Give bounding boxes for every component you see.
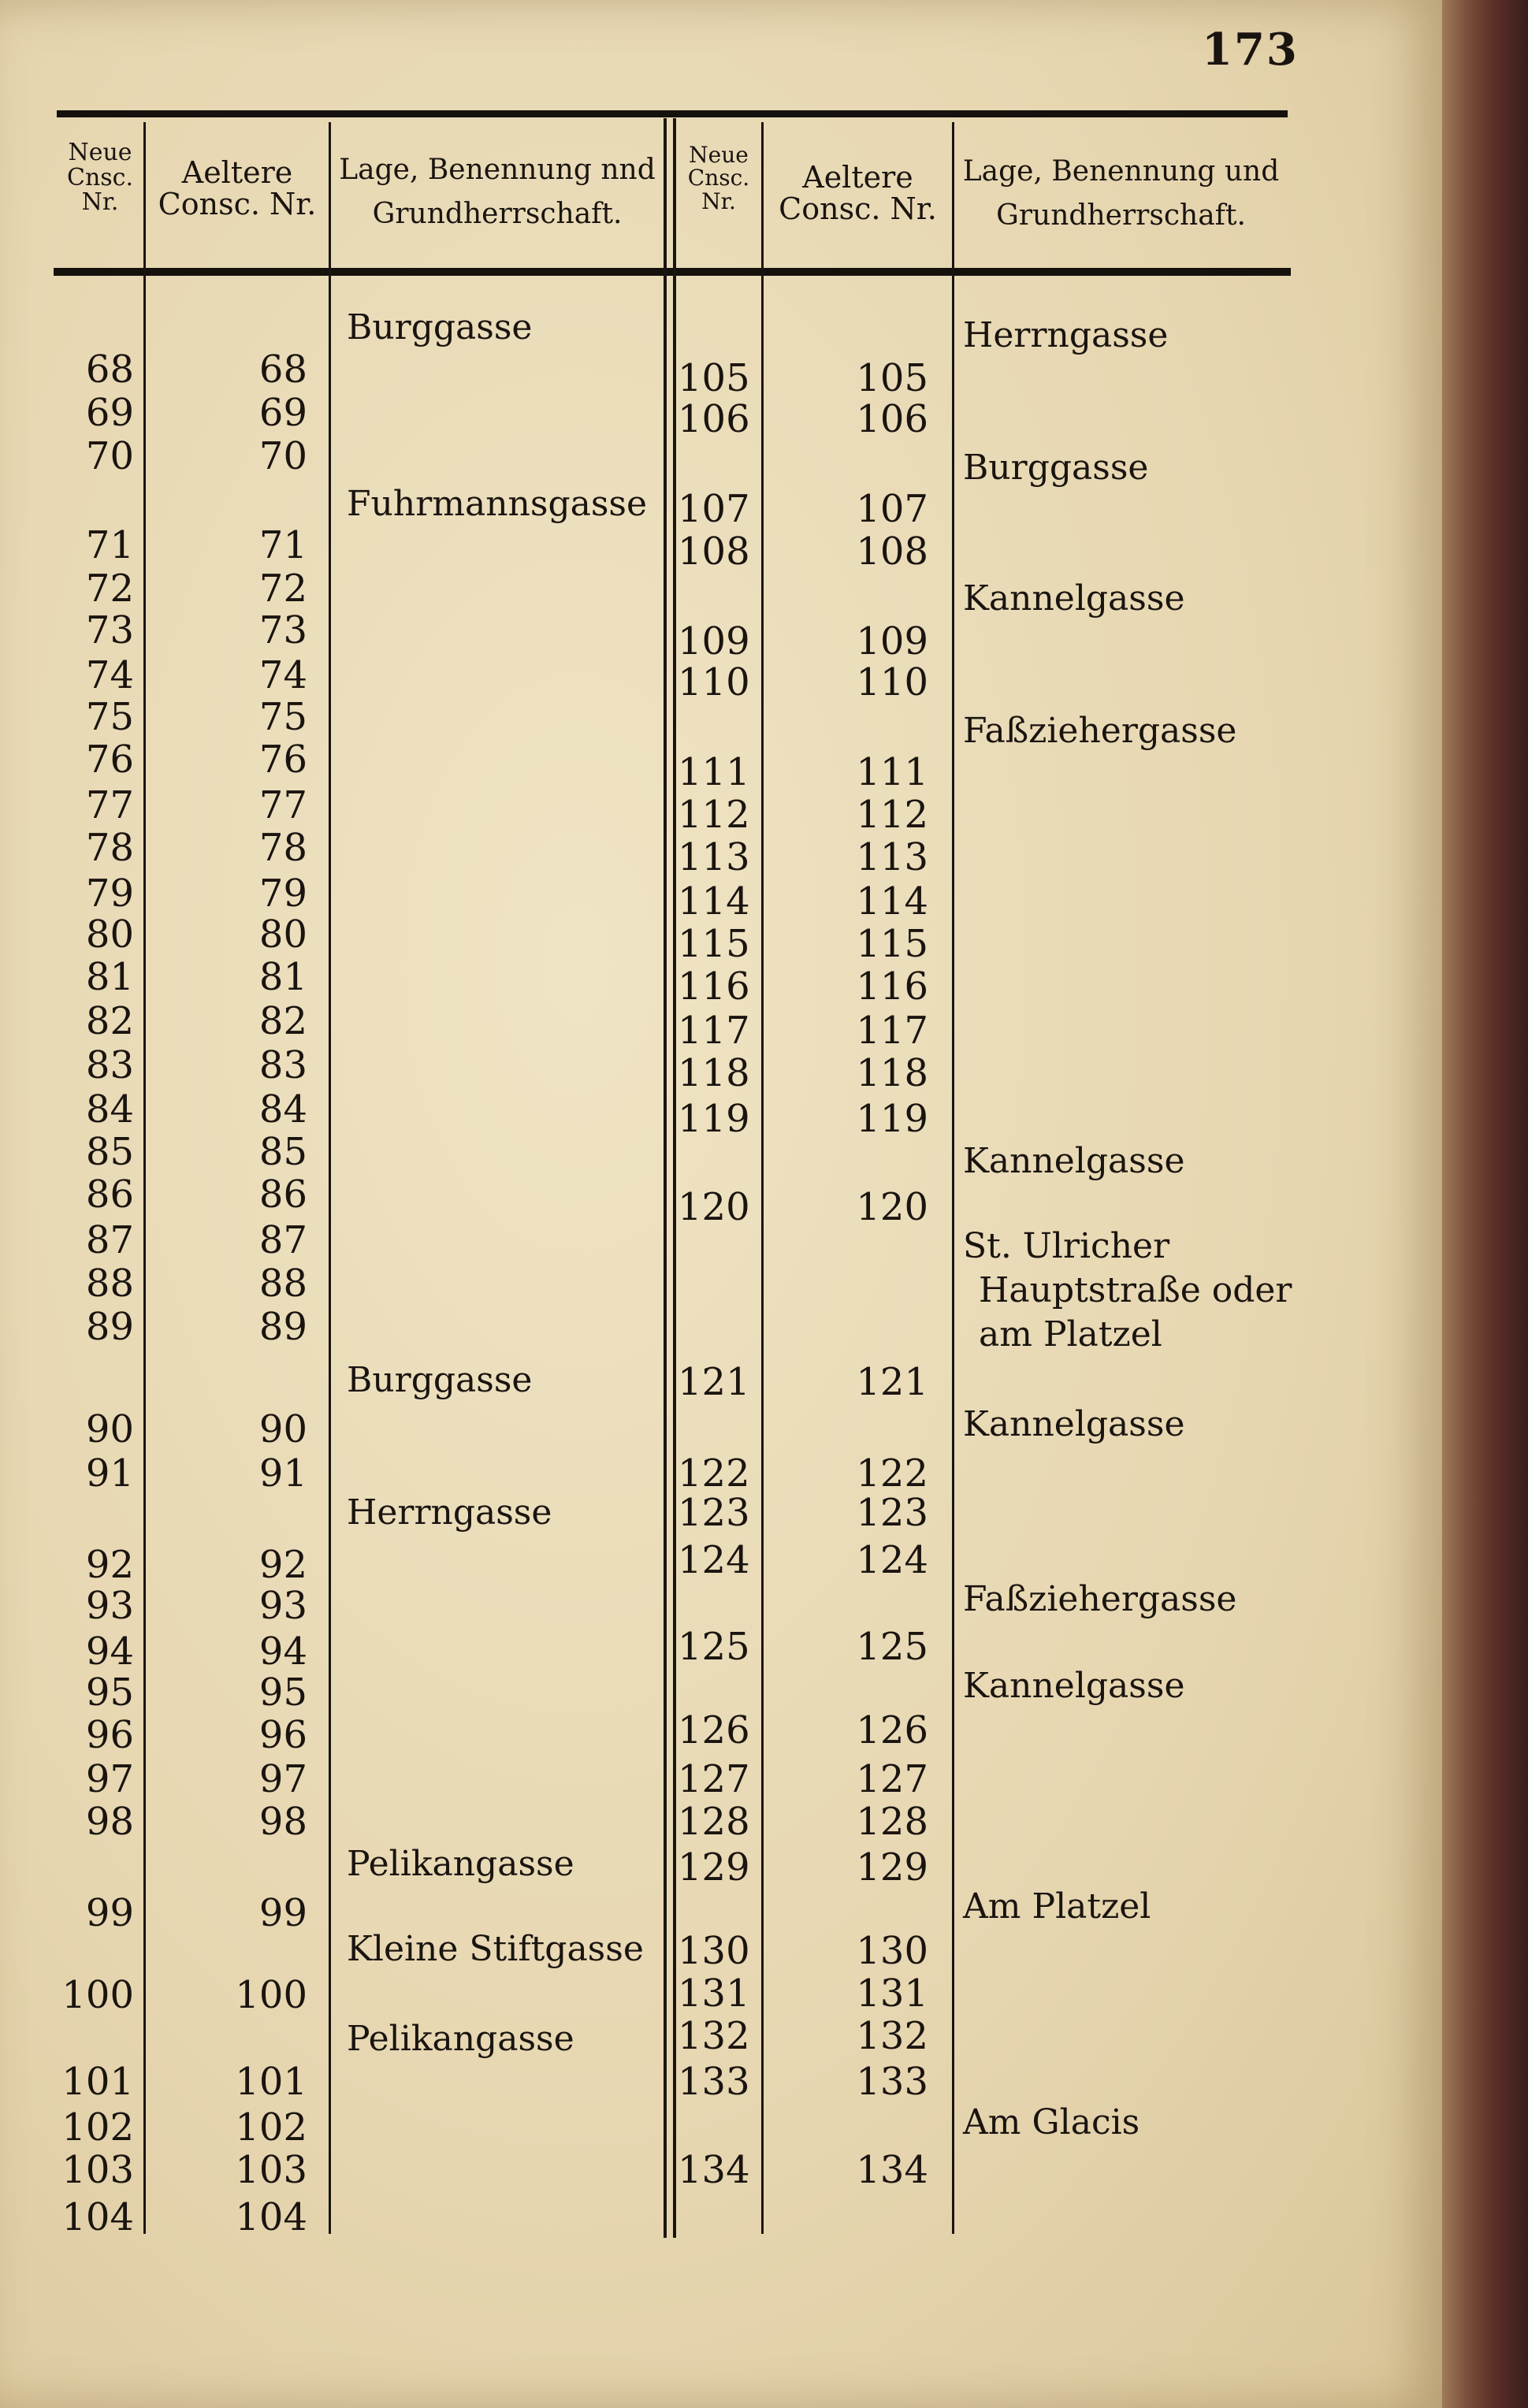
right-street-name: am Platzel (979, 1314, 1162, 1354)
right-aeltere-nr: 109 (856, 619, 928, 663)
header-line: Aeltere (802, 160, 913, 195)
left-street-name: Herrngasse (347, 1492, 552, 1533)
right-neue-nr: 128 (678, 1800, 750, 1844)
right-street-name: Burggasse (963, 448, 1149, 488)
left-aeltere-nr: 85 (258, 1130, 307, 1174)
left-neue-nr: 76 (85, 738, 134, 782)
left-aeltere-nr: 70 (258, 434, 307, 478)
right-aeltere-nr: 127 (856, 1757, 928, 1801)
left-aeltere-nr: 77 (258, 783, 307, 827)
left-aeltere-nr: 102 (235, 2105, 307, 2150)
left-neue-nr: 85 (85, 1130, 134, 1174)
left-aeltere-nr: 80 (258, 912, 307, 957)
left-neue-nr: 72 (85, 567, 134, 611)
left-neue-nr: 86 (85, 1172, 134, 1217)
left-neue-nr: 89 (85, 1305, 134, 1349)
col-divider (952, 122, 954, 2234)
left-neue-nr: 103 (61, 2148, 134, 2192)
header-lage-right (954, 150, 1288, 238)
right-aeltere-nr: 132 (856, 2014, 928, 2058)
right-aeltere-nr: 128 (856, 1800, 928, 1844)
left-aeltere-nr: 103 (235, 2148, 307, 2192)
left-street-name: Burggasse (347, 1360, 533, 1400)
left-neue-nr: 95 (85, 1670, 134, 1715)
center-divider-1 (664, 118, 667, 2238)
right-aeltere-nr: 116 (856, 964, 928, 1009)
left-aeltere-nr: 88 (258, 1262, 307, 1306)
left-aeltere-nr: 94 (258, 1629, 307, 1674)
left-neue-nr: 78 (85, 826, 134, 870)
left-street-name: Pelikangasse (347, 1844, 574, 1884)
left-aeltere-nr: 82 (258, 999, 307, 1043)
right-aeltere-nr: 131 (856, 1971, 928, 2016)
center-divider-2 (673, 118, 676, 2238)
left-aeltere-nr: 100 (235, 1973, 307, 2017)
left-aeltere-nr: 69 (258, 391, 307, 435)
right-neue-nr: 120 (678, 1185, 750, 1229)
right-aeltere-nr: 129 (856, 1845, 928, 1890)
header-rule (54, 268, 1291, 276)
left-neue-nr: 91 (85, 1451, 134, 1496)
header-line: Neue (689, 142, 749, 168)
left-aeltere-nr: 87 (258, 1218, 307, 1262)
right-aeltere-nr: 117 (856, 1009, 928, 1053)
left-neue-nr: 88 (85, 1262, 134, 1306)
right-neue-nr: 126 (678, 1708, 750, 1752)
right-neue-nr: 129 (678, 1845, 750, 1890)
right-aeltere-nr: 110 (856, 660, 928, 704)
left-neue-nr: 81 (85, 955, 134, 999)
col-divider (143, 122, 146, 2234)
left-neue-nr: 96 (85, 1713, 134, 1757)
left-aeltere-nr: 104 (235, 2195, 307, 2239)
right-aeltere-nr: 113 (856, 835, 928, 879)
left-neue-nr: 69 (85, 391, 134, 435)
right-aeltere-nr: 108 (856, 530, 928, 574)
right-neue-nr: 115 (678, 922, 750, 966)
right-neue-nr: 125 (678, 1625, 750, 1669)
left-neue-nr: 102 (61, 2105, 134, 2150)
right-neue-nr: 132 (678, 2014, 750, 2058)
left-neue-nr: 68 (85, 347, 134, 392)
header-line: Consc. Nr. (779, 191, 937, 226)
left-aeltere-nr: 76 (258, 738, 307, 782)
right-neue-nr: 106 (678, 397, 750, 441)
right-aeltere-nr: 106 (856, 397, 928, 441)
right-aeltere-nr: 130 (856, 1929, 928, 1973)
left-neue-nr: 71 (85, 523, 134, 567)
left-aeltere-nr: 95 (258, 1670, 307, 1715)
right-neue-nr: 130 (678, 1929, 750, 1973)
right-neue-nr: 131 (678, 1971, 750, 2016)
right-aeltere-nr: 134 (856, 2148, 928, 2192)
header-line: Neue (68, 139, 132, 166)
right-aeltere-nr: 133 (856, 2060, 928, 2104)
left-neue-nr: 74 (85, 653, 134, 697)
right-street-name: Am Platzel (963, 1886, 1151, 1927)
right-neue-nr: 133 (678, 2060, 750, 2104)
header-line: Grundherrschaft. (996, 199, 1246, 232)
right-street-name: Kannelgasse (963, 1404, 1185, 1444)
left-street-name: Kleine Stiftgasse (347, 1929, 644, 1969)
left-aeltere-nr: 86 (258, 1172, 307, 1217)
top-rule (57, 110, 1288, 117)
left-aeltere-nr: 71 (258, 523, 307, 567)
right-aeltere-nr: 115 (856, 922, 928, 966)
right-neue-nr: 124 (678, 1538, 750, 1582)
left-aeltere-nr: 73 (258, 608, 307, 652)
right-aeltere-nr: 120 (856, 1185, 928, 1229)
right-neue-nr: 112 (678, 793, 750, 837)
right-aeltere-nr: 121 (856, 1360, 928, 1404)
right-neue-nr: 119 (678, 1097, 750, 1141)
header-neue-left (57, 140, 143, 215)
left-aeltere-nr: 98 (258, 1800, 307, 1844)
left-neue-nr: 99 (85, 1891, 134, 1935)
right-neue-nr: 123 (678, 1491, 750, 1535)
right-neue-nr: 117 (678, 1009, 750, 1053)
right-neue-nr: 122 (678, 1451, 750, 1496)
right-aeltere-nr: 125 (856, 1625, 928, 1669)
left-aeltere-nr: 84 (258, 1087, 307, 1132)
left-aeltere-nr: 74 (258, 653, 307, 697)
left-aeltere-nr: 96 (258, 1713, 307, 1757)
left-aeltere-nr: 99 (258, 1891, 307, 1935)
left-aeltere-nr: 78 (258, 826, 307, 870)
right-street-name: Faßziehergasse (963, 1579, 1237, 1619)
right-neue-nr: 111 (678, 750, 750, 794)
left-aeltere-nr: 83 (258, 1043, 307, 1087)
right-street-name: St. Ulricher (963, 1226, 1170, 1266)
col-divider (329, 122, 331, 2234)
header-lage-left (331, 148, 664, 236)
page-number: 173 (1202, 24, 1299, 76)
left-neue-nr: 70 (85, 434, 134, 478)
left-street-name: Pelikangasse (347, 2019, 574, 2059)
left-aeltere-nr: 93 (258, 1584, 307, 1628)
header-line: Nr. (81, 188, 119, 216)
left-neue-nr: 87 (85, 1218, 134, 1262)
left-neue-nr: 77 (85, 783, 134, 827)
right-neue-nr: 105 (678, 356, 750, 400)
header-line: Cnsc. (66, 163, 133, 191)
header-line: Aeltere (181, 155, 293, 190)
left-street-name: Fuhrmannsgasse (347, 484, 648, 524)
right-aeltere-nr: 126 (856, 1708, 928, 1752)
left-street-name: Burggasse (347, 307, 533, 347)
left-neue-nr: 104 (61, 2195, 134, 2239)
right-street-name: Kannelgasse (963, 1141, 1185, 1181)
left-aeltere-nr: 91 (258, 1451, 307, 1496)
left-neue-nr: 97 (85, 1757, 134, 1801)
left-aeltere-nr: 97 (258, 1757, 307, 1801)
left-neue-nr: 84 (85, 1087, 134, 1132)
right-aeltere-nr: 124 (856, 1538, 928, 1582)
header-line: Lage, Benennung und (962, 155, 1280, 188)
left-neue-nr: 101 (61, 2060, 134, 2104)
left-aeltere-nr: 92 (258, 1543, 307, 1587)
header-line: Consc. Nr. (158, 186, 317, 221)
left-neue-nr: 75 (85, 695, 134, 739)
left-neue-nr: 93 (85, 1584, 134, 1628)
right-aeltere-nr: 112 (856, 793, 928, 837)
right-aeltere-nr: 107 (856, 487, 928, 531)
left-aeltere-nr: 79 (258, 871, 307, 916)
left-aeltere-nr: 72 (258, 567, 307, 611)
left-aeltere-nr: 75 (258, 695, 307, 739)
right-neue-nr: 114 (678, 879, 750, 923)
left-neue-nr: 79 (85, 871, 134, 916)
right-neue-nr: 109 (678, 619, 750, 663)
right-street-name: Herrngasse (963, 315, 1169, 355)
left-neue-nr: 83 (85, 1043, 134, 1087)
right-neue-nr: 118 (678, 1051, 750, 1095)
page-edge (1442, 0, 1528, 2408)
right-aeltere-nr: 114 (856, 879, 928, 923)
right-street-name: Kannelgasse (963, 578, 1185, 619)
right-street-name: Hauptstraße oder (979, 1270, 1292, 1310)
right-street-name: Am Glacis (963, 2102, 1140, 2142)
left-aeltere-nr: 68 (258, 347, 307, 392)
right-neue-nr: 127 (678, 1757, 750, 1801)
left-neue-nr: 100 (61, 1973, 134, 2017)
right-aeltere-nr: 111 (856, 750, 928, 794)
right-street-name: Kannelgasse (963, 1666, 1185, 1706)
header-aeltere-left (146, 155, 329, 221)
left-neue-nr: 94 (85, 1629, 134, 1674)
right-neue-nr: 121 (678, 1360, 750, 1404)
right-street-name: Faßziehergasse (963, 711, 1237, 751)
left-aeltere-nr: 89 (258, 1305, 307, 1349)
header-line: Cnsc. (687, 165, 750, 191)
left-neue-nr: 82 (85, 999, 134, 1043)
left-aeltere-nr: 81 (258, 955, 307, 999)
right-neue-nr: 108 (678, 530, 750, 574)
col-divider (761, 122, 764, 2234)
header-line: Grundherrschaft. (372, 197, 623, 230)
left-aeltere-nr: 90 (258, 1407, 307, 1451)
left-neue-nr: 80 (85, 912, 134, 957)
left-neue-nr: 98 (85, 1800, 134, 1844)
header-neue-right (676, 143, 761, 213)
right-aeltere-nr: 123 (856, 1491, 928, 1535)
right-aeltere-nr: 119 (856, 1097, 928, 1141)
right-neue-nr: 134 (678, 2148, 750, 2192)
left-aeltere-nr: 101 (235, 2060, 307, 2104)
right-neue-nr: 113 (678, 835, 750, 879)
right-aeltere-nr: 122 (856, 1451, 928, 1496)
right-neue-nr: 107 (678, 487, 750, 531)
header-line: Nr. (701, 188, 736, 214)
left-neue-nr: 90 (85, 1407, 134, 1451)
left-neue-nr: 92 (85, 1543, 134, 1587)
right-neue-nr: 116 (678, 964, 750, 1009)
left-neue-nr: 73 (85, 608, 134, 652)
right-aeltere-nr: 105 (856, 356, 928, 400)
header-line: Lage, Benennung nnd (339, 154, 656, 186)
right-neue-nr: 110 (678, 660, 750, 704)
right-aeltere-nr: 118 (856, 1051, 928, 1095)
header-aeltere-right (764, 162, 952, 225)
